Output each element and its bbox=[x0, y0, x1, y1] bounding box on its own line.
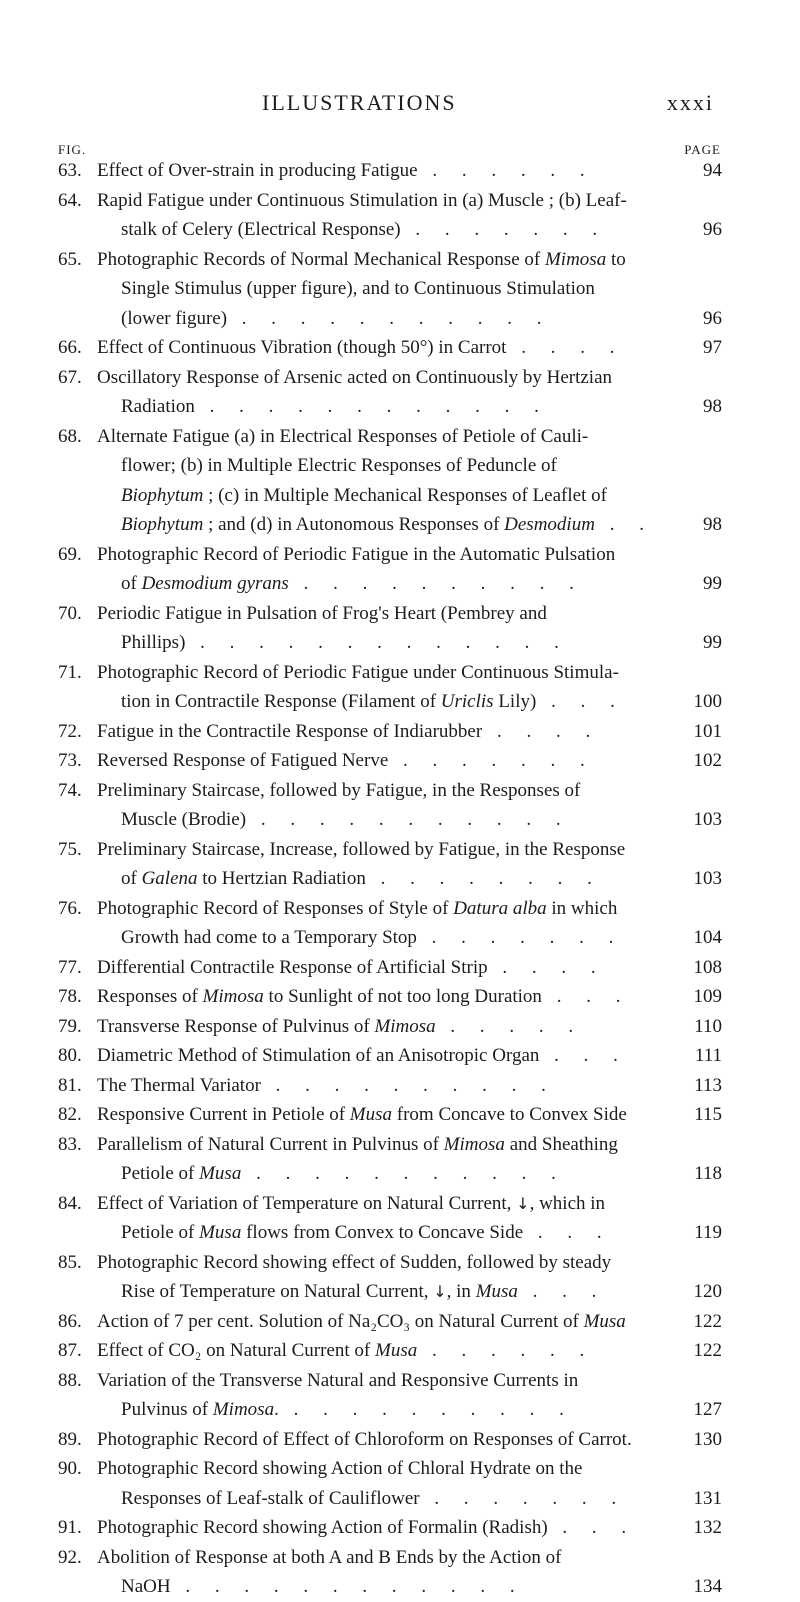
entry-line bbox=[0, 776, 800, 806]
page-reference: 134 bbox=[693, 1576, 722, 1597]
entry-line bbox=[0, 628, 800, 658]
dot-leader: . . . . . . . bbox=[419, 1487, 627, 1509]
dot-leader: . . . . . . . . . . bbox=[288, 573, 584, 594]
figure-number: 86. bbox=[58, 1310, 82, 1332]
page-reference: 110 bbox=[694, 1015, 722, 1037]
page-reference: 118 bbox=[694, 1163, 722, 1184]
dot-leader: . . . bbox=[523, 1222, 612, 1243]
entry-line bbox=[0, 1543, 800, 1573]
illustration-entry bbox=[0, 540, 800, 599]
figure-number: 66. bbox=[58, 337, 82, 358]
entry-line bbox=[0, 569, 800, 599]
illustration-entry bbox=[0, 186, 800, 245]
entry-line bbox=[0, 599, 800, 629]
illustration-entry bbox=[0, 982, 800, 1012]
page-column-heading: PAGE bbox=[684, 142, 721, 157]
entry-title: Rapid Fatigue under Continuous Stimulation in (a) Muscle ; (b) Leaf- bbox=[97, 189, 627, 211]
page-reference: 98 bbox=[703, 514, 722, 535]
illustration-entry bbox=[0, 894, 800, 953]
entry-line bbox=[0, 451, 800, 481]
entry-line bbox=[0, 274, 800, 304]
entry-title: stalk of Celery (Electrical Response) . . . . . . . bbox=[121, 219, 608, 240]
page-reference: 130 bbox=[693, 1428, 722, 1450]
figure-number: 70. bbox=[58, 602, 82, 624]
entry-line bbox=[0, 1454, 800, 1484]
entry-line bbox=[0, 245, 800, 275]
entry-line bbox=[0, 156, 800, 186]
entry-title: Photographic Record showing Action of Chloral Hydrate on the bbox=[97, 1458, 583, 1479]
dot-leader: . . . . . . . bbox=[388, 750, 595, 771]
illustration-entry bbox=[0, 776, 800, 835]
entry-title: Radiation . . . . . . . . . . . . bbox=[121, 396, 549, 417]
dot-leader: . . . bbox=[547, 1517, 637, 1538]
entry-title: Growth had come to a Temporary Stop . . . . . . . bbox=[121, 927, 624, 948]
entry-title: Pulvinus of Mimosa. . . . . . . . . . . bbox=[121, 1399, 574, 1420]
fig-column-heading: FIG. bbox=[58, 142, 87, 157]
page-reference: 132 bbox=[693, 1517, 722, 1538]
illustration-entry bbox=[0, 1425, 800, 1455]
illustration-entry bbox=[0, 1454, 800, 1513]
figure-number: 92. bbox=[58, 1546, 82, 1568]
page-reference: 115 bbox=[694, 1104, 722, 1125]
entry-line bbox=[0, 746, 800, 776]
entry-title: Abolition of Response at both A and B Ends by the Action of bbox=[97, 1546, 562, 1568]
entry-line bbox=[0, 333, 800, 363]
entry-title: Diametric Method of Stimulation of an Anisotropic Organ . . . bbox=[97, 1045, 628, 1066]
entry-line bbox=[0, 835, 800, 865]
illustration-entry bbox=[0, 1071, 800, 1101]
entry-line bbox=[0, 1130, 800, 1160]
entry-line bbox=[0, 1336, 800, 1366]
entry-title: Periodic Fatigue in Pulsation of Frog's Heart (Pembrey and bbox=[97, 602, 547, 624]
page-reference: 101 bbox=[693, 720, 722, 742]
entry-title: Photographic Record showing effect of Sudden, followed by steady bbox=[97, 1251, 612, 1273]
illustration-entry bbox=[0, 1130, 800, 1189]
dot-leader: . . . . . bbox=[435, 1015, 584, 1037]
dot-leader: . . . . . . bbox=[417, 1340, 595, 1361]
entry-line bbox=[0, 304, 800, 334]
figure-number: 87. bbox=[58, 1340, 82, 1361]
entry-line bbox=[0, 1513, 800, 1543]
dot-leader: . . . bbox=[536, 691, 625, 712]
dot-leader: . . . . . . . . . . . bbox=[241, 1163, 566, 1184]
entry-line bbox=[0, 510, 800, 540]
page-reference: 103 bbox=[693, 868, 722, 889]
entry-line bbox=[0, 422, 800, 452]
dot-leader: . . . . . . . . . . . bbox=[227, 307, 552, 329]
figure-number: 88. bbox=[58, 1369, 82, 1391]
dot-leader: . . . . . . . . . . . . bbox=[170, 1576, 525, 1597]
illustration-entry bbox=[0, 1012, 800, 1042]
illustration-entry bbox=[0, 658, 800, 717]
figure-number: 81. bbox=[58, 1074, 82, 1096]
entry-line bbox=[0, 1012, 800, 1042]
entry-title: Action of 7 per cent. Solution of Na₂CO₃ on Natural Current of Musa bbox=[97, 1310, 626, 1332]
figure-number: 68. bbox=[58, 425, 82, 447]
entry-title: Responses of Leaf-stalk of Cauliflower . . . . . . . bbox=[121, 1487, 627, 1509]
illustration-entry bbox=[0, 363, 800, 422]
page-reference: 119 bbox=[694, 1222, 722, 1243]
entry-title: flower; (b) in Multiple Electric Responses of Peduncle of bbox=[121, 455, 557, 476]
page-reference: 111 bbox=[694, 1045, 722, 1066]
dot-leader: . . . . . . . . bbox=[365, 868, 602, 889]
figure-number: 72. bbox=[58, 720, 82, 742]
page-reference: 120 bbox=[693, 1281, 722, 1302]
illustration-entry bbox=[0, 746, 800, 776]
figure-number: 91. bbox=[58, 1517, 82, 1538]
illustration-entry bbox=[0, 1336, 800, 1366]
entry-line bbox=[0, 1100, 800, 1130]
entry-title: Photographic Record showing Action of Formalin (Radish) . . . bbox=[97, 1517, 637, 1538]
entry-title: Photographic Record of Periodic Fatigue under Continuous Stimula- bbox=[97, 661, 619, 683]
entry-line bbox=[0, 894, 800, 924]
illustration-entry bbox=[0, 1041, 800, 1071]
entry-line bbox=[0, 1248, 800, 1278]
figure-number: 82. bbox=[58, 1104, 82, 1125]
entry-title: Differential Contractile Response of Artificial Strip . . . . bbox=[97, 956, 606, 978]
entry-line bbox=[0, 1218, 800, 1248]
entry-line bbox=[0, 363, 800, 393]
entry-line bbox=[0, 481, 800, 511]
dot-leader: . . . . . . . . . . . . bbox=[194, 396, 549, 417]
dot-leader: . . . bbox=[539, 1045, 628, 1066]
page-reference: 104 bbox=[693, 927, 722, 948]
entry-title: Alternate Fatigue (a) in Electrical Responses of Petiole of Cauli- bbox=[97, 425, 589, 447]
entry-title: tion in Contractile Response (Filament of Uriclis Lily) . . . bbox=[121, 691, 625, 712]
figure-number: 63. bbox=[58, 160, 82, 181]
figure-number: 83. bbox=[58, 1133, 82, 1155]
entry-title: Muscle (Brodie) . . . . . . . . . . . bbox=[121, 809, 571, 830]
dot-leader: . . bbox=[594, 514, 654, 535]
illustration-entry bbox=[0, 599, 800, 658]
dot-leader: . . . . bbox=[487, 956, 606, 978]
entry-title: Biophytum ; (c) in Multiple Mechanical Responses of Leaflet of bbox=[121, 484, 607, 506]
illustration-entry bbox=[0, 835, 800, 894]
entry-title: Rise of Temperature on Natural Current, ↓, in Musa . . . bbox=[121, 1281, 607, 1302]
illustration-entry bbox=[0, 245, 800, 334]
illustration-entry bbox=[0, 953, 800, 983]
entry-title: Preliminary Staircase, Increase, followed by Fatigue, in the Response bbox=[97, 838, 626, 860]
figure-number: 71. bbox=[58, 661, 82, 683]
entry-title: Petiole of Musa . . . . . . . . . . . bbox=[121, 1163, 566, 1184]
entry-line bbox=[0, 1189, 800, 1219]
running-head bbox=[0, 90, 800, 120]
dot-leader: . . . . bbox=[482, 720, 601, 742]
illustration-entry bbox=[0, 1513, 800, 1543]
entry-title: Fatigue in the Contractile Response of Indiarubber . . . . bbox=[97, 720, 601, 742]
entry-title: Effect of CO₂ on Natural Current of Musa . . . . . . bbox=[97, 1340, 595, 1361]
dot-leader: . . . bbox=[517, 1281, 607, 1302]
dot-leader: . . . bbox=[541, 986, 631, 1007]
entry-line bbox=[0, 1572, 800, 1602]
illustration-entry bbox=[0, 1248, 800, 1307]
page-reference: 113 bbox=[694, 1074, 722, 1096]
entry-title: Preliminary Staircase, followed by Fatigue, in the Responses of bbox=[97, 779, 581, 801]
page-reference: 98 bbox=[703, 396, 722, 417]
page-reference: 96 bbox=[703, 219, 722, 240]
entry-line bbox=[0, 687, 800, 717]
figure-number: 90. bbox=[58, 1458, 82, 1479]
figure-number: 65. bbox=[58, 248, 82, 270]
page-reference: 99 bbox=[703, 573, 722, 594]
page-reference: 96 bbox=[703, 307, 722, 329]
entry-line bbox=[0, 1041, 800, 1071]
dot-leader: . . . . . . . bbox=[400, 219, 608, 240]
illustration-entry bbox=[0, 1100, 800, 1130]
dot-leader: . . . . bbox=[506, 337, 625, 358]
page-reference: 102 bbox=[693, 750, 722, 771]
entry-line bbox=[0, 805, 800, 835]
entry-title: Oscillatory Response of Arsenic acted on Continuously by Hertzian bbox=[97, 366, 613, 388]
page-reference: 108 bbox=[693, 956, 722, 978]
entry-line bbox=[0, 864, 800, 894]
entry-title: Phillips) . . . . . . . . . . . . . bbox=[121, 632, 569, 653]
figure-number: 80. bbox=[58, 1045, 82, 1066]
entry-title: Petiole of Musa flows from Convex to Concave Side . . . bbox=[121, 1222, 612, 1243]
illustration-entry bbox=[0, 1366, 800, 1425]
entry-line bbox=[0, 1395, 800, 1425]
entry-title: Effect of Over-strain in producing Fatigue . . . . . . bbox=[97, 160, 595, 181]
page-number: xxxi bbox=[666, 90, 714, 115]
page-reference: 103 bbox=[693, 809, 722, 830]
entry-title: Reversed Response of Fatigued Nerve . . . . . . . bbox=[97, 750, 595, 771]
entry-line bbox=[0, 982, 800, 1012]
entry-title: Responses of Mimosa to Sunlight of not too long Duration . . . bbox=[97, 986, 631, 1007]
illustrations-list bbox=[0, 156, 800, 1602]
dot-leader: . . . . . . bbox=[417, 160, 595, 181]
illustration-entry bbox=[0, 717, 800, 747]
illustration-entry bbox=[0, 422, 800, 540]
figure-number: 84. bbox=[58, 1192, 82, 1214]
entry-line bbox=[0, 1071, 800, 1101]
figure-number: 69. bbox=[58, 543, 82, 565]
entry-title: Effect of Variation of Temperature on Natural Current, ↓, which in bbox=[97, 1192, 606, 1214]
entry-line bbox=[0, 658, 800, 688]
entry-line bbox=[0, 1484, 800, 1514]
dot-leader: . . . . . . . bbox=[416, 927, 624, 948]
entry-title: Transverse Response of Pulvinus of Mimosa . . . . . bbox=[97, 1015, 584, 1037]
page-reference: 99 bbox=[703, 632, 722, 653]
entry-line bbox=[0, 1277, 800, 1307]
illustration-entry bbox=[0, 333, 800, 363]
dot-leader: . . . . . . . . . . bbox=[278, 1399, 574, 1420]
illustration-entry bbox=[0, 1189, 800, 1248]
entry-title: Biophytum ; and (d) in Autonomous Responses of Desmodium . . bbox=[121, 514, 654, 535]
entry-title: The Thermal Variator . . . . . . . . . . bbox=[97, 1074, 556, 1096]
entry-line bbox=[0, 953, 800, 983]
figure-number: 73. bbox=[58, 750, 82, 771]
running-head-title: ILLUSTRATIONS bbox=[262, 90, 457, 115]
figure-number: 75. bbox=[58, 838, 82, 860]
entry-line bbox=[0, 1366, 800, 1396]
entry-line bbox=[0, 1307, 800, 1337]
figure-number: 89. bbox=[58, 1428, 82, 1450]
entry-title: Effect of Continuous Vibration (though 50°) in Carrot . . . . bbox=[97, 337, 625, 358]
figure-number: 79. bbox=[58, 1015, 82, 1037]
dot-leader: . . . . . . . . . . . bbox=[246, 809, 571, 830]
entry-line bbox=[0, 540, 800, 570]
entry-title: Variation of the Transverse Natural and Responsive Currents in bbox=[97, 1369, 579, 1391]
figure-number: 77. bbox=[58, 956, 82, 978]
dot-leader: . . . . . . . . . . bbox=[260, 1074, 556, 1096]
entry-line bbox=[0, 1425, 800, 1455]
page-reference: 109 bbox=[693, 986, 722, 1007]
entry-line bbox=[0, 392, 800, 422]
illustration-entry bbox=[0, 1307, 800, 1337]
entry-line bbox=[0, 1159, 800, 1189]
entry-line bbox=[0, 186, 800, 216]
entry-title: Photographic Record of Responses of Style of Datura alba in which bbox=[97, 897, 618, 919]
figure-number: 64. bbox=[58, 189, 82, 211]
entry-title: Photographic Record of Effect of Chloroform on Responses of Carrot. bbox=[97, 1428, 632, 1450]
entry-title: Parallelism of Natural Current in Pulvinus of Mimosa and Sheathing bbox=[97, 1133, 618, 1155]
page-reference: 94 bbox=[703, 160, 722, 181]
entry-line bbox=[0, 717, 800, 747]
entry-title: of Galena to Hertzian Radiation . . . . . . . . bbox=[121, 868, 602, 889]
page-reference: 127 bbox=[693, 1399, 722, 1420]
dot-leader: . . . . . . . . . . . . . bbox=[185, 632, 569, 653]
figure-number: 76. bbox=[58, 897, 82, 919]
figure-number: 67. bbox=[58, 366, 82, 388]
entry-line bbox=[0, 215, 800, 245]
page-reference: 131 bbox=[693, 1487, 722, 1509]
down-arrow-icon: ↓ bbox=[516, 1193, 530, 1213]
entry-title: of Desmodium gyrans . . . . . . . . . . bbox=[121, 573, 584, 594]
figure-number: 78. bbox=[58, 986, 82, 1007]
page-reference: 122 bbox=[693, 1340, 722, 1361]
down-arrow-icon: ↓ bbox=[433, 1282, 447, 1301]
entry-line bbox=[0, 923, 800, 953]
page-reference: 122 bbox=[693, 1310, 722, 1332]
entry-title: Photographic Records of Normal Mechanical Response of Mimosa to bbox=[97, 248, 626, 270]
figure-number: 85. bbox=[58, 1251, 82, 1273]
page-reference: 97 bbox=[703, 337, 722, 358]
illustration-entry bbox=[0, 156, 800, 186]
entry-title: Responsive Current in Petiole of Musa from Concave to Convex Side bbox=[97, 1104, 627, 1125]
page-reference: 100 bbox=[693, 691, 722, 712]
figure-number: 74. bbox=[58, 779, 82, 801]
entry-title: Photographic Record of Periodic Fatigue in the Automatic Pulsation bbox=[97, 543, 616, 565]
illustration-entry bbox=[0, 1543, 800, 1602]
entry-title: Single Stimulus (upper figure), and to Continuous Stimulation bbox=[121, 278, 595, 299]
entry-title: (lower figure) . . . . . . . . . . . bbox=[121, 307, 552, 329]
entry-title: NaOH . . . . . . . . . . . . bbox=[121, 1576, 525, 1597]
